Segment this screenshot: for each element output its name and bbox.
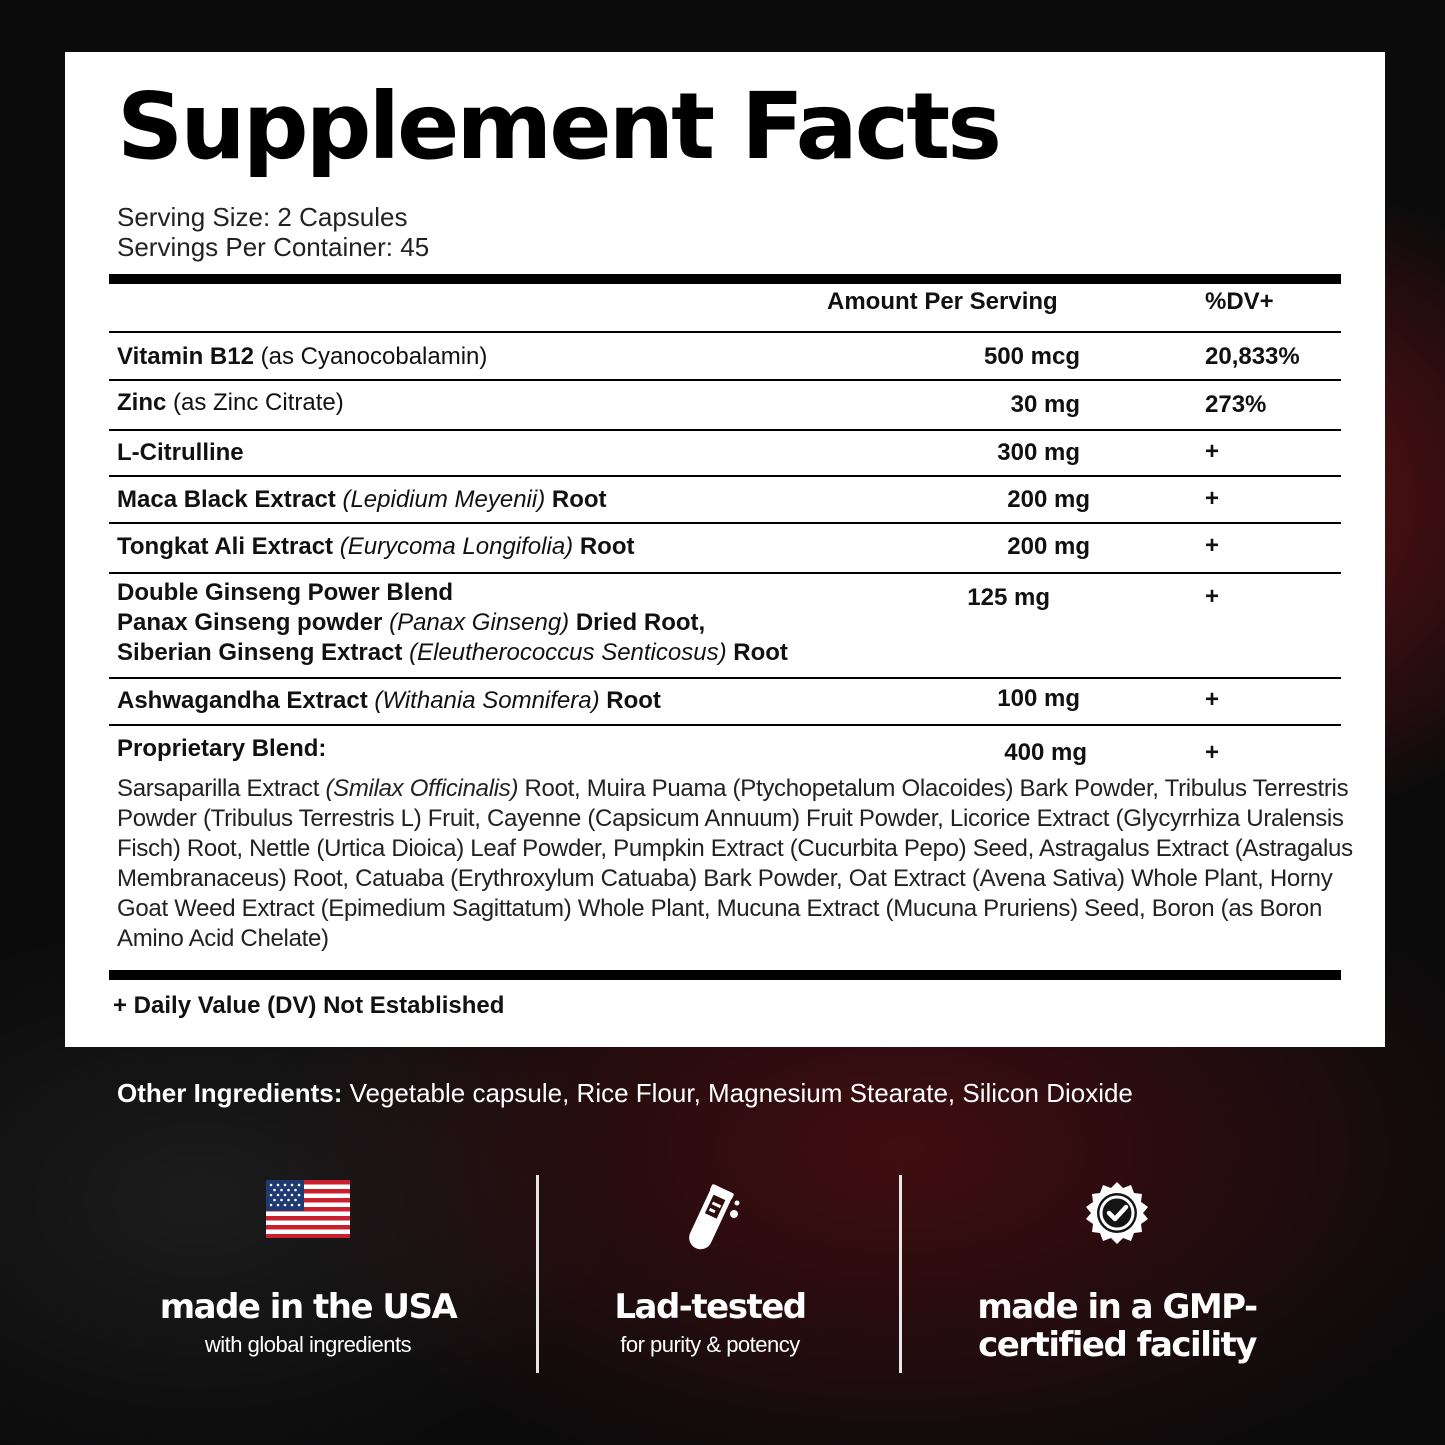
table-row-name: Double Ginseng Power Blend Panax Ginseng powder (Panax Ginseng) Dried Root, Siberian Ginseng Extract (Eleutherococcus Senticosus) Root <box>117 579 788 666</box>
divider <box>109 724 1341 726</box>
divider <box>109 379 1341 381</box>
table-row-name: L-Citrulline <box>117 439 244 466</box>
page-title: Supplement Facts <box>117 73 999 180</box>
row-amount: 500 mcg <box>983 343 1080 370</box>
dv-footnote: + Daily Value (DV) Not Established <box>113 992 505 1019</box>
divider <box>109 331 1341 333</box>
row-amount: 200 mg <box>1007 533 1090 560</box>
row-amount: 125 mg <box>967 584 1050 611</box>
row-dv: + <box>1205 686 1220 713</box>
table-row-name: Ashwagandha Extract (Withania Somnifera) Root <box>117 687 661 714</box>
row-dv: + <box>1205 438 1220 465</box>
row-amount: 300 mg <box>997 439 1080 466</box>
divider <box>109 677 1341 679</box>
badge-title-line2: certified facility <box>978 1325 1256 1365</box>
serving-size: Serving Size: 2 Capsules <box>117 202 408 232</box>
badge-title-line1: made in a GMP- <box>977 1287 1257 1327</box>
badge-subtitle: with global ingredients <box>204 1332 412 1357</box>
us-flag-icon <box>266 1180 350 1238</box>
divider <box>109 522 1341 524</box>
row-dv: + <box>1205 485 1220 512</box>
serving-info <box>117 202 429 262</box>
test-tube-icon <box>675 1180 745 1260</box>
divider <box>109 429 1341 431</box>
row-amount: 200 mg <box>1007 486 1090 513</box>
table-row-name: Zinc (as Zinc Citrate) <box>117 389 344 416</box>
header-amount: Amount Per Serving <box>827 288 1058 315</box>
badge-lab-tested <box>500 1180 920 1358</box>
row-dv: + <box>1205 583 1220 610</box>
certified-check-icon <box>1084 1180 1150 1246</box>
badge-made-in-usa <box>98 1180 518 1358</box>
table-row-name: Tongkat Ali Extract (Eurycoma Longifolia) Root <box>117 533 635 560</box>
row-amount: 100 mg <box>997 685 1080 712</box>
table-row-name: Vitamin B12 (as Cyanocobalamin) <box>117 343 488 370</box>
row-dv: + <box>1205 739 1220 766</box>
row-dv: + <box>1205 532 1220 559</box>
badge-title: made in the USA <box>159 1287 457 1327</box>
supplement-facts-panel <box>65 52 1385 1047</box>
other-ingredients: Other Ingredients: Vegetable capsule, Rice Flour, Magnesium Stearate, Silicon Dioxide <box>117 1078 1133 1108</box>
badge-title: Lad-tested <box>614 1287 806 1327</box>
badge-subtitle: for purity & potency <box>620 1332 800 1357</box>
row-amount: 30 mg <box>1010 391 1080 418</box>
badge-separator <box>899 1175 902 1373</box>
row-dv: 20,833% <box>1205 343 1300 370</box>
servings-per-container: Servings Per Container: 45 <box>117 232 430 262</box>
divider-thick <box>109 970 1341 980</box>
table-row-name: Maca Black Extract (Lepidium Meyenii) Root <box>117 486 607 513</box>
divider <box>109 475 1341 477</box>
row-dv: 273% <box>1205 391 1267 418</box>
divider <box>109 572 1341 574</box>
header-dv: %DV+ <box>1205 288 1274 315</box>
table-row-name: Proprietary Blend: <box>117 735 327 762</box>
divider-thick <box>109 274 1341 284</box>
proprietary-blend-ingredients: Sarsaparilla Extract (Smilax Officinalis) Root, Muira Puama (Ptychopetalum Olacoides) Bark Powder, Tribulus Terrestris Powder (Tribulus Terrestris L) Fruit, Cayenne (Capsicum Annuum) Fruit Powder, Licorice Extract (Glycyrrhiza Uralensis Fisch) Root, Nettle (Urtica Dioica) Leaf Powder, Pumpkin Extract (Cucurbita Pepo) Seed, Astragalus Extract (Astragalus Membranaceus) Root, Catuaba (Erythroxylum Catuaba) Bark Powder, Oat Extract (Avena Sativa) Whole Plant, Horny Goat Weed Extract (Epimedium Sagittatum) Whole Plant, Mucuna Extract (Mucuna Pruriens) Seed, Boron (as Boron Amino Acid Chelate) <box>117 775 1353 952</box>
row-amount: 400 mg <box>1004 739 1087 766</box>
badge-gmp-certified <box>907 1180 1327 1364</box>
